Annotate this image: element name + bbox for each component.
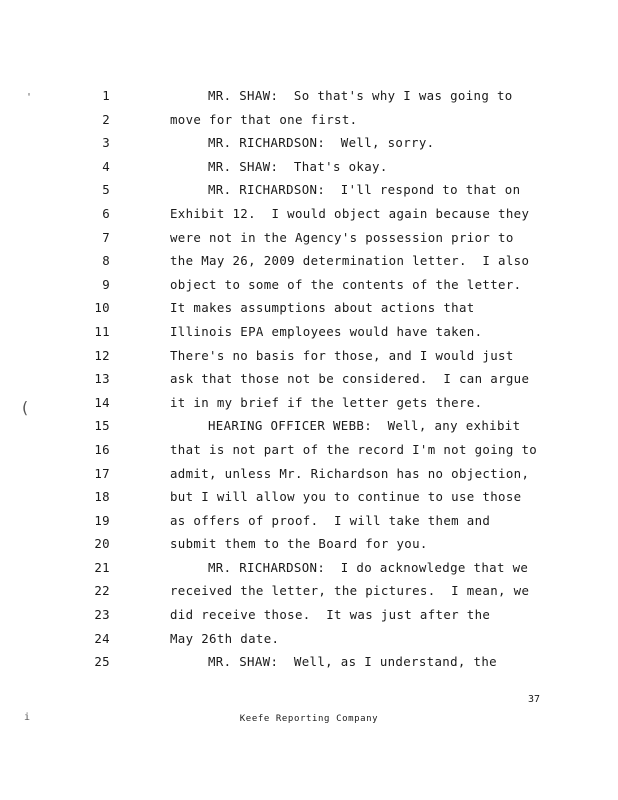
line-text: but I will allow you to continue to use those xyxy=(170,489,522,505)
line-number: 25 xyxy=(94,654,110,670)
line-text: MR. SHAW: So that's why I was going to xyxy=(208,88,513,103)
line-number: 14 xyxy=(94,394,110,410)
line-number: 24 xyxy=(94,630,110,646)
transcript-line xyxy=(0,650,618,674)
line-number: 15 xyxy=(94,418,110,434)
line-number: 19 xyxy=(94,512,110,528)
line-number: 21 xyxy=(94,559,110,575)
transcript-line xyxy=(0,391,618,415)
page-number: 37 xyxy=(527,694,540,705)
reporting-company-footer: Keefe Reporting Company xyxy=(239,714,379,724)
transcript-line xyxy=(0,249,618,273)
line-number: 10 xyxy=(94,300,110,316)
line-number: 5 xyxy=(102,182,110,198)
line-number: 3 xyxy=(102,135,110,151)
transcript-lines xyxy=(0,84,618,674)
line-text: did receive those. It was just after the xyxy=(170,607,491,623)
transcript-line xyxy=(0,509,618,533)
line-text: admit, unless Mr. Richardson has no objection, xyxy=(170,465,530,481)
line-text: it in my brief if the letter gets there. xyxy=(170,394,483,410)
line-number: 22 xyxy=(94,583,110,599)
line-text: MR. RICHARDSON: Well, sorry. xyxy=(208,135,435,151)
line-number: 11 xyxy=(94,323,110,339)
line-text: submit them to the Board for you. xyxy=(170,536,428,552)
line-text: as offers of proof. I will take them and xyxy=(170,512,491,528)
transcript-line xyxy=(0,344,618,368)
line-text: that is not part of the record I'm not going to xyxy=(170,441,538,457)
line-number: 8 xyxy=(102,253,110,269)
scan-speck: ' xyxy=(26,92,33,103)
transcript-line xyxy=(0,603,618,627)
line-text: Illinois EPA employees would have taken. xyxy=(170,323,483,339)
transcript-line xyxy=(0,627,618,651)
line-number: 12 xyxy=(94,347,110,363)
transcript-line xyxy=(0,556,618,580)
transcript-line xyxy=(0,438,618,462)
transcript-line xyxy=(0,579,618,603)
scan-speck: i xyxy=(24,712,31,723)
line-number: 20 xyxy=(94,536,110,552)
line-text: May 26th date. xyxy=(170,630,280,646)
transcript-line xyxy=(0,178,618,202)
transcript-line xyxy=(0,202,618,226)
line-number: 2 xyxy=(102,111,110,127)
line-number: 4 xyxy=(102,158,110,174)
line-number: 9 xyxy=(102,276,110,292)
transcript-line xyxy=(0,462,618,486)
line-number: 6 xyxy=(102,205,110,221)
transcript-line xyxy=(0,108,618,132)
line-number: 7 xyxy=(102,229,110,245)
line-text: MR. RICHARDSON: I'll respond to that on xyxy=(208,182,521,198)
line-text: were not in the Agency's possession prior to xyxy=(170,229,514,245)
line-text: HEARING OFFICER WEBB: Well, any exhibit xyxy=(208,418,521,434)
line-text: There's no basis for those, and I would just xyxy=(170,347,514,363)
line-number: 1 xyxy=(102,88,110,103)
line-number: 13 xyxy=(94,371,110,387)
line-text: MR. RICHARDSON: I do acknowledge that we xyxy=(208,559,529,575)
line-number: 18 xyxy=(94,489,110,505)
transcript-line xyxy=(0,273,618,297)
transcript-line xyxy=(0,414,618,438)
line-text: MR. SHAW: Well, as I understand, the xyxy=(208,654,497,670)
line-text: It makes assumptions about actions that xyxy=(170,300,475,316)
line-number: 16 xyxy=(94,441,110,457)
transcript-line xyxy=(0,131,618,155)
transcript-line xyxy=(0,532,618,556)
line-number: 23 xyxy=(94,607,110,623)
transcript-line xyxy=(0,296,618,320)
line-text: ask that those not be considered. I can argue xyxy=(170,371,530,387)
transcript-line xyxy=(0,320,618,344)
line-text: MR. SHAW: That's okay. xyxy=(208,158,388,174)
transcript-line xyxy=(0,84,618,108)
line-text: the May 26, 2009 determination letter. I also xyxy=(170,253,530,269)
line-number: 17 xyxy=(94,465,110,481)
scan-speck: ( xyxy=(20,398,30,417)
transcript-line xyxy=(0,485,618,509)
line-text: object to some of the contents of the letter. xyxy=(170,276,522,292)
line-text: Exhibit 12. I would object again because they xyxy=(170,205,530,221)
line-text: received the letter, the pictures. I mean, we xyxy=(170,583,530,599)
transcript-line xyxy=(0,155,618,179)
transcript-line xyxy=(0,367,618,391)
line-text: move for that one first. xyxy=(170,111,358,127)
transcript-line xyxy=(0,226,618,250)
